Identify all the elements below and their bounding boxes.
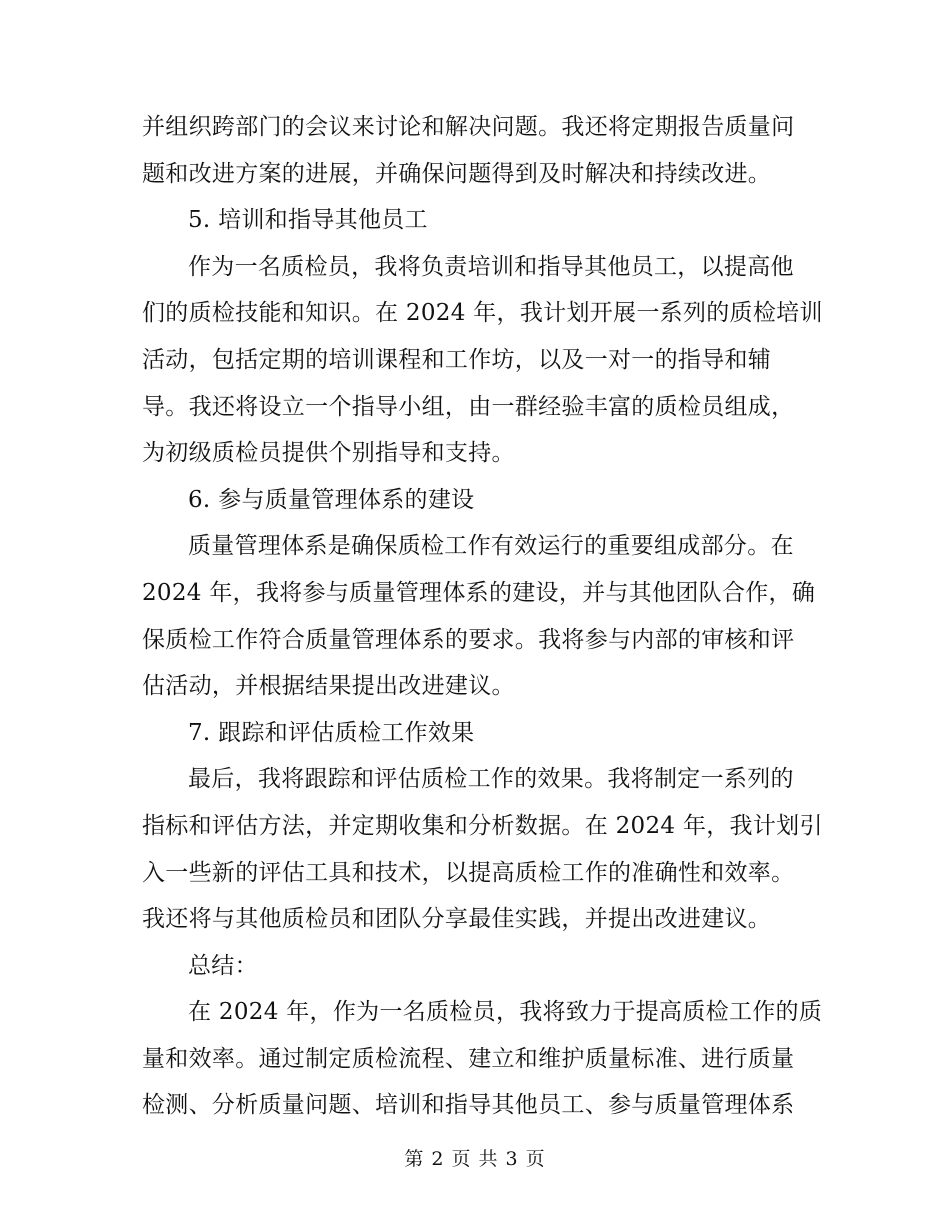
text-line: 检测、分析质量问题、培训和指导其他员工、参与质量管理体系 — [142, 1092, 795, 1119]
document-page — [142, 104, 823, 1129]
text-line: 最后，我将跟踪和评估质检工作的效果。我将制定一系列的 — [188, 766, 794, 793]
text-line: 导。我还将设立一个指导小组，由一群经验丰富的质检员组成， — [142, 393, 795, 420]
text-line: 2024 年，我将参与质量管理体系的建设，并与其他团队合作，确 — [142, 579, 816, 606]
text-line: 在 2024 年，作为一名质检员，我将致力于提高质检工作的质 — [188, 999, 823, 1026]
text-line: 题和改进方案的进展，并确保问题得到及时解决和持续改进。 — [142, 160, 772, 187]
document-body — [142, 104, 823, 1129]
text-line: 指标和评估方法，并定期收集和分析数据。在 2024 年，我计划引 — [142, 812, 823, 839]
text-line: 估活动，并根据结果提出改进建议。 — [142, 673, 515, 700]
text-line: 活动，包括定期的培训课程和工作坊，以及一对一的指导和辅 — [142, 346, 772, 373]
text-line: 6. 参与质量管理体系的建设 — [188, 486, 475, 513]
text-line: 质量管理体系是确保质检工作有效运行的重要组成部分。在 — [188, 533, 794, 560]
text-line: 量和效率。通过制定质检流程、建立和维护质量标准、进行质量 — [142, 1045, 795, 1072]
text-line: 5. 培训和指导其他员工 — [188, 207, 428, 234]
text-line: 7. 跟踪和评估质检工作效果 — [188, 719, 475, 746]
text-line: 为初级质检员提供个别指导和支持。 — [142, 440, 515, 467]
text-line: 们的质检技能和知识。在 2024 年，我计划开展一系列的质检培训 — [142, 300, 823, 327]
text-line: 总结： — [188, 952, 258, 979]
text-line: 入一些新的评估工具和技术，以提高质检工作的准确性和效率。 — [142, 859, 795, 886]
text-line: 保质检工作符合质量管理体系的要求。我将参与内部的审核和评 — [142, 626, 795, 653]
text-line: 作为一名质检员，我将负责培训和指导其他员工，以提高他 — [188, 253, 794, 280]
text-line: 并组织跨部门的会议来讨论和解决问题。我还将定期报告质量问 — [142, 114, 795, 140]
page-footer: 第 2 页 共 3 页 — [404, 1148, 546, 1170]
text-line: 我还将与其他质检员和团队分享最佳实践，并提出改进建议。 — [142, 906, 772, 933]
